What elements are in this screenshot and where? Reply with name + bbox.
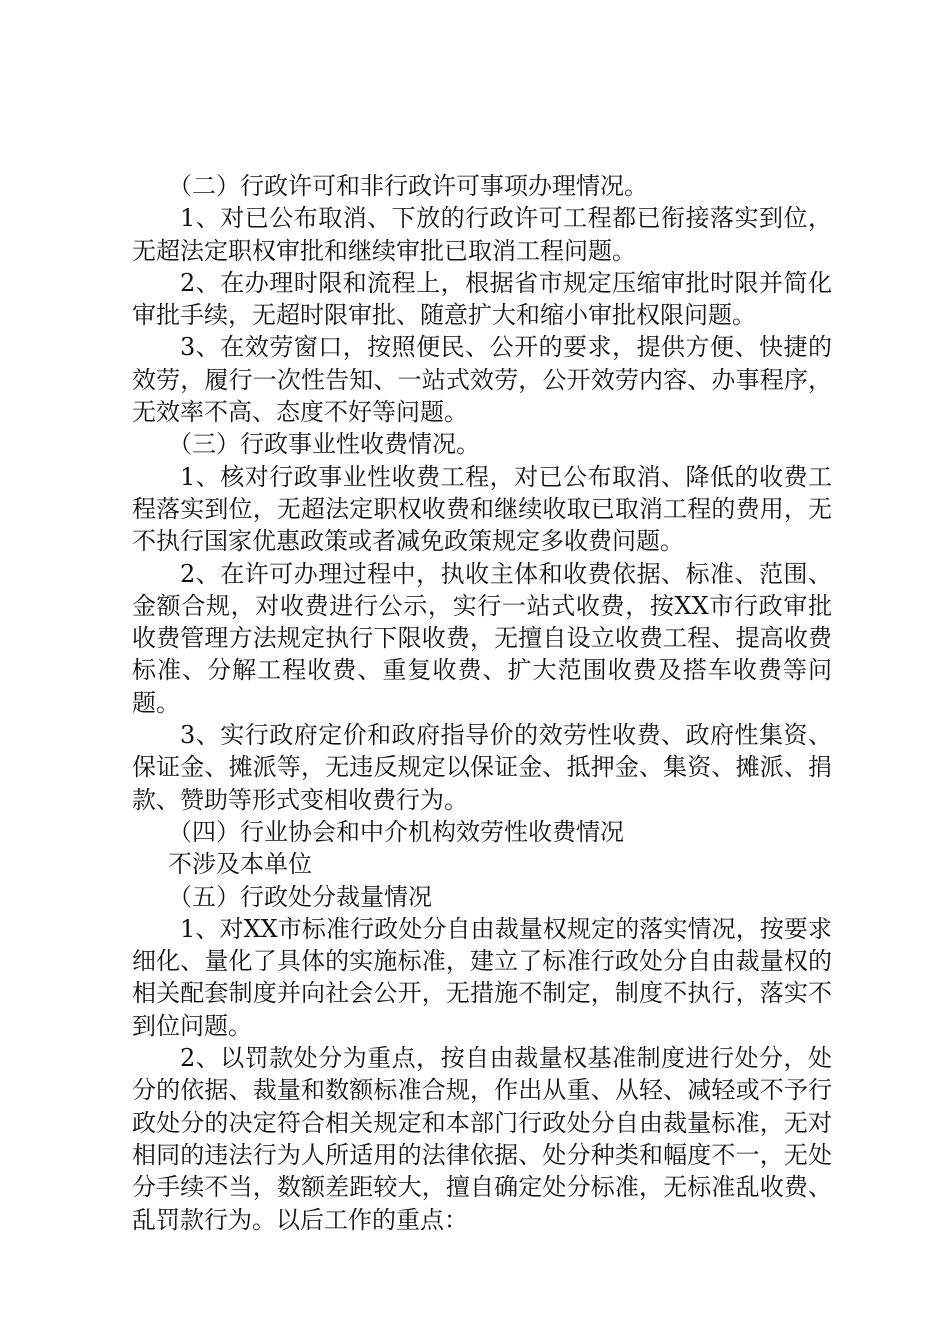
paragraph: 2、在办理时限和流程上，根据省市规定压缩审批时限并简化审批手续，无超时限审批、随意扩大和缩小审批权限问题。 [132, 268, 832, 330]
paragraph: 2、以罚款处分为重点，按自由裁量权基准制度进行处分，处分的依据、裁量和数额标准合规，作出从重、从轻、减轻或不予行政处分的决定符合相关规定和本部门行政处分自由裁量标准，无对相同的违法行为人所适用的法律依据、处分种类和幅度不一，无处分手续不当，数额差距较大，擅自确定处分标准，无标准乱收费、乱罚款行为。以后工作的重点： [132, 1044, 832, 1234]
paragraph: 1、对XX市标准行政处分自由裁量权规定的落实情况，按要求细化、量化了具体的实施标准，建立了标准行政处分自由裁量权的相关配套制度并向社会公开，无措施不制定，制度不执行，落实不到位问题。 [132, 914, 832, 1040]
section-heading-4: （四）行业协会和中介机构效劳性收费情况 [168, 817, 624, 846]
section-heading-2: （二）行政许可和非行政许可事项办理情况。 [168, 172, 648, 200]
paragraph: 2、在许可办理过程中，执收主体和收费依据、标准、范围、金额合规，对收费进行公示，实行一站式收费，按XX市行政审批收费管理方法规定执行下限收费，无擅自设立收费工程、提高收费标准、分解工程收费、重复收费、扩大范围收费及搭车收费等问题。 [132, 559, 832, 717]
paragraph: 3、在效劳窗口，按照便民、公开的要求，提供方便、快捷的效劳，履行一次性告知、一站式效劳，公开效劳内容、办事程序，无效率不高、态度不好等问题。 [132, 333, 832, 427]
paragraph: 1、核对行政事业性收费工程，对已公布取消、降低的收费工程落实到位，无超法定职权收费和继续收取已取消工程的费用，无不执行国家优惠政策或者减免政策规定多收费问题。 [132, 462, 832, 556]
paragraph: 1、对已公布取消、下放的行政许可工程都已衔接落实到位，无超法定职权审批和继续审批已取消工程问题。 [132, 204, 832, 265]
document-body [132, 170, 832, 1236]
section-heading-3: （三）行政事业性收费情况。 [168, 430, 480, 459]
section-heading-5: （五）行政处分裁量情况 [168, 882, 432, 911]
paragraph: 不涉及本单位 [168, 850, 312, 879]
paragraph: 3、实行政府定价和政府指导价的效劳性收费、政府性集资、保证金、摊派等，无违反规定以保证金、抵押金、集资、摊派、捐款、赞助等形式变相收费行为。 [132, 721, 832, 814]
